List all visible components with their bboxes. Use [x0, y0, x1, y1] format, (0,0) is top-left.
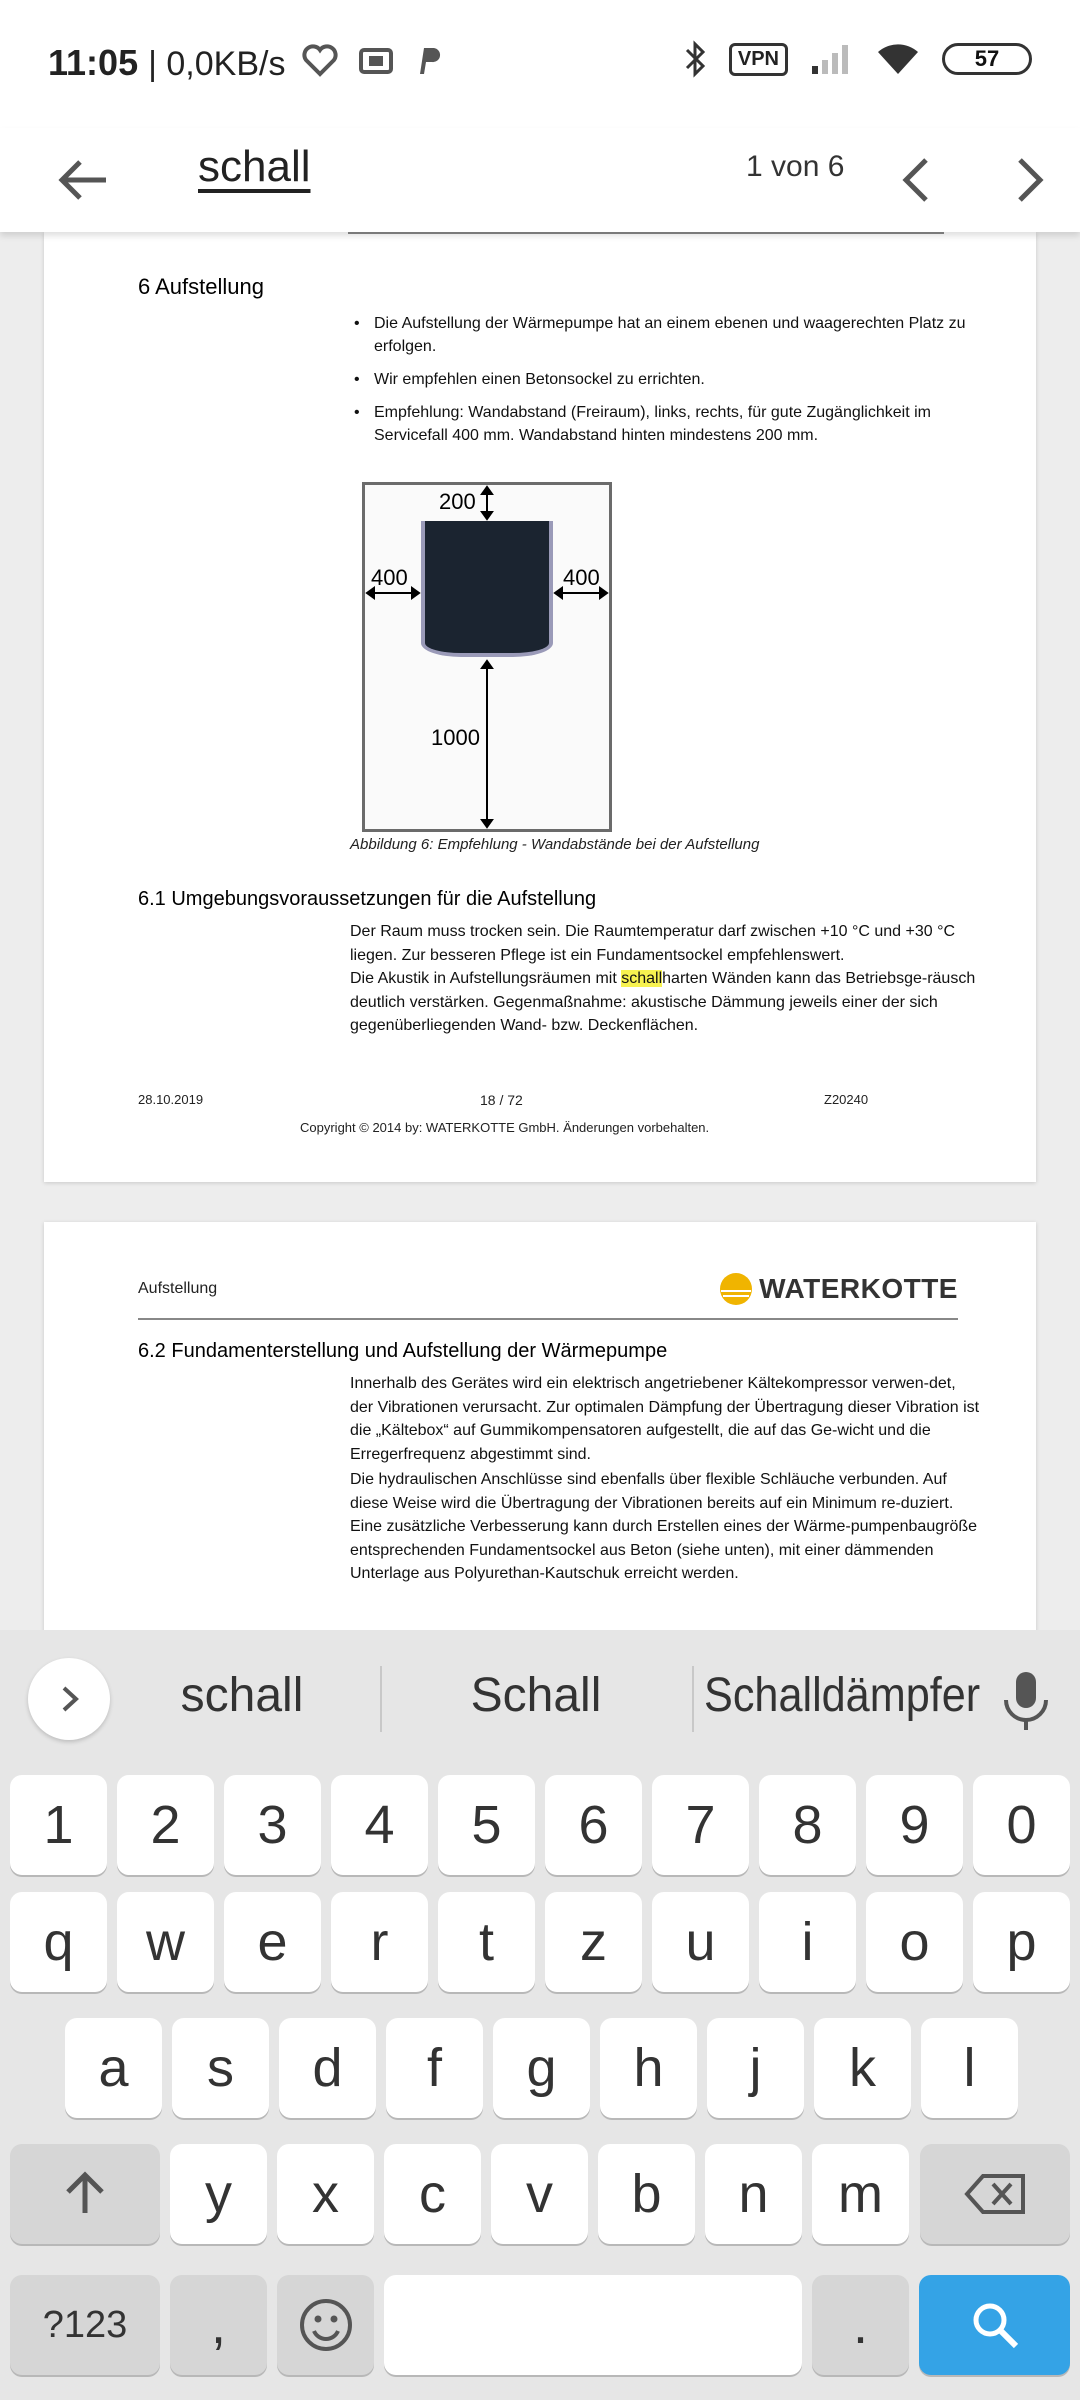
- emoji-key[interactable]: [277, 2275, 374, 2375]
- paragraph-text: harten Wänden kann das Betriebsge-räusch deutlich verstärken. Gegenmaßnahme: akustische Dämmung jeweils einer der sich gegenüberliegenden Wand- bzw. Deckenflächen.: [350, 970, 976, 1034]
- paragraph-text: Die Akustik in Aufstellungsräumen mit: [350, 970, 622, 987]
- key-d[interactable]: d: [279, 2018, 376, 2118]
- dim-back: 200: [439, 489, 476, 514]
- shift-arrow-icon: [62, 2171, 108, 2217]
- suggestion-1[interactable]: schall: [180, 1669, 304, 1722]
- key-3[interactable]: 3: [224, 1775, 321, 1875]
- match-counter: 1 von 6: [746, 150, 845, 183]
- net-speed: | 0,0KB/s: [148, 45, 286, 83]
- expand-suggestions-button[interactable]: [28, 1658, 110, 1740]
- symbols-key[interactable]: ?123: [10, 2275, 160, 2375]
- battery-level: 57: [974, 46, 1000, 71]
- dimension-arrows: [365, 485, 609, 829]
- key-9[interactable]: 9: [866, 1775, 963, 1875]
- key-s[interactable]: s: [172, 2018, 269, 2118]
- key-k[interactable]: k: [814, 2018, 911, 2118]
- clock: 11:05: [48, 42, 139, 83]
- paragraph: Die hydraulischen Anschlüsse sind ebenfalls über flexible Schläuche verbunden. Auf diese Weise wird die Übertragung der Vibrationen bereits auf ein Minimum re-duziert. Eine zusätzliche Verbesserung kann durch Erstellen eines der Wärme-pumpenbaugröße entsprechenden Fundamentsockel aus Beton (siehe unten), mit einer dämmenden Unterlage aus Polyurethan-Kautschuk erreicht werden.: [350, 1471, 978, 1582]
- backspace-key[interactable]: [920, 2144, 1070, 2244]
- period-key[interactable]: .: [812, 2275, 909, 2375]
- find-query-input[interactable]: schall: [198, 142, 311, 191]
- footer-code: Z20240: [824, 1092, 869, 1107]
- notification-icons: [300, 44, 442, 78]
- app-notification-icon: [358, 44, 394, 78]
- battery-indicator: [942, 43, 1032, 75]
- divider: [692, 1666, 694, 1732]
- key-w[interactable]: w: [117, 1892, 214, 1992]
- key-o[interactable]: o: [866, 1892, 963, 1992]
- pdf-page-18: [44, 232, 1036, 1182]
- key-7[interactable]: 7: [652, 1775, 749, 1875]
- logo-text: WATERKOTTE: [759, 1273, 958, 1304]
- chevron-right-icon: [54, 1684, 84, 1714]
- suggestion-strip: [0, 1630, 1080, 1760]
- key-r[interactable]: r: [331, 1892, 428, 1992]
- key-u[interactable]: u: [652, 1892, 749, 1992]
- system-icons: [683, 40, 1032, 78]
- key-f[interactable]: f: [386, 2018, 483, 2118]
- search-key[interactable]: [919, 2275, 1070, 2375]
- key-0[interactable]: 0: [973, 1775, 1070, 1875]
- page-header-title: Aufstellung: [138, 1280, 218, 1297]
- key-g[interactable]: g: [493, 2018, 590, 2118]
- back-arrow-icon[interactable]: [52, 148, 116, 212]
- requirements-list: [354, 312, 994, 457]
- search-icon: [970, 2300, 1020, 2350]
- key-6[interactable]: 6: [545, 1775, 642, 1875]
- paypal-icon: [412, 44, 442, 78]
- search-match-highlight: schall: [621, 970, 663, 987]
- vpn-badge: VPN: [729, 43, 788, 76]
- bluetooth-icon: [683, 40, 707, 78]
- paragraph-text: Der Raum muss trocken sein. Die Raumtemperatur darf zwischen +10 °C und +30 °C liegen. Zur besseren Pflege ist ein Fundamentsockel empfehlenswert.: [350, 923, 956, 964]
- status-bar: [0, 0, 1080, 128]
- page-header-rule: [348, 232, 944, 234]
- suggestion-2[interactable]: Schall: [470, 1669, 602, 1722]
- key-b[interactable]: b: [598, 2144, 695, 2244]
- status-time: [48, 42, 285, 84]
- emoji-icon: [298, 2297, 354, 2353]
- subsection-title: 6.1 Umgebungsvoraussetzungen für die Aufstellung: [138, 888, 597, 910]
- waterkotte-logo: [719, 1272, 958, 1306]
- key-j[interactable]: j: [707, 2018, 804, 2118]
- key-1[interactable]: 1: [10, 1775, 107, 1875]
- key-2[interactable]: 2: [117, 1775, 214, 1875]
- divider: [380, 1666, 382, 1732]
- key-h[interactable]: h: [600, 2018, 697, 2118]
- find-in-page-bar: [0, 128, 1080, 232]
- signal-icon: [810, 42, 854, 76]
- key-a[interactable]: a: [65, 2018, 162, 2118]
- footer-date: 28.10.2019: [138, 1092, 204, 1107]
- suggestion-3[interactable]: Schalldämpfer: [704, 1669, 981, 1722]
- dim-right: 400: [563, 565, 600, 590]
- shift-key[interactable]: [10, 2144, 160, 2244]
- key-4[interactable]: 4: [331, 1775, 428, 1875]
- key-y[interactable]: y: [170, 2144, 267, 2244]
- list-item: • Wir empfehlen einen Betonsockel zu errichten.: [374, 368, 994, 391]
- key-p[interactable]: p: [973, 1892, 1070, 1992]
- key-m[interactable]: m: [812, 2144, 909, 2244]
- key-l[interactable]: l: [921, 2018, 1018, 2118]
- paragraph: Innerhalb des Gerätes wird ein elektrisch angetriebener Kältekompressor verwen-det, der Vibrationen verursacht. Zur optimalen Dämpfung der Übertragung dieser Vibration ist die „Kältebox“ auf Gummikompensatoren aufgestellt, die auf das Ge-wicht und die Erregerfrequenz abgestimmt sind.: [350, 1375, 980, 1463]
- key-z[interactable]: z: [545, 1892, 642, 1992]
- dim-left: 400: [371, 565, 408, 590]
- figure-caption: Abbildung 6: Empfehlung - Wandabstände bei der Aufstellung: [350, 836, 760, 853]
- space-bar[interactable]: [384, 2275, 802, 2375]
- list-item: • Die Aufstellung der Wärmepumpe hat an einem ebenen und waagerechten Platz zu erfolgen.: [374, 312, 994, 358]
- key-5[interactable]: 5: [438, 1775, 535, 1875]
- footer-copyright: Copyright © 2014 by: WATERKOTTE GmbH. Änderungen vorbehalten.: [300, 1120, 710, 1135]
- footer-page-number: 18 / 72: [480, 1092, 523, 1108]
- key-8[interactable]: 8: [759, 1775, 856, 1875]
- key-i[interactable]: i: [759, 1892, 856, 1992]
- list-item: • Empfehlung: Wandabstand (Freiraum), links, rechts, für gute Zugänglichkeit im Servicefall 400 mm. Wandabstand hinten mindestens 200 mm.: [374, 401, 994, 447]
- key-n[interactable]: n: [705, 2144, 802, 2244]
- previous-match-chevron-icon[interactable]: [886, 148, 950, 212]
- sun-logo-icon: [719, 1272, 753, 1306]
- pdf-page-19: [44, 1222, 1036, 1630]
- comma-key[interactable]: ,: [170, 2275, 267, 2375]
- section-title: 6.2 Fundamenterstellung und Aufstellung der Wärmepumpe: [138, 1340, 668, 1362]
- section-title: 6 Aufstellung: [138, 274, 264, 299]
- soft-keyboard: [0, 1630, 1080, 2400]
- pdf-viewer[interactable]: [0, 232, 1080, 1630]
- next-match-chevron-icon[interactable]: [996, 148, 1060, 212]
- heart-notification-icon: [300, 44, 340, 78]
- microphone-icon[interactable]: [996, 1670, 1056, 1734]
- dim-front: 1000: [431, 725, 480, 750]
- key-x[interactable]: x: [277, 2144, 374, 2244]
- page-header-rule: [138, 1318, 958, 1320]
- key-e[interactable]: e: [224, 1892, 321, 1992]
- paragraph: [350, 920, 980, 1038]
- backspace-icon: [963, 2172, 1027, 2216]
- key-q[interactable]: q: [10, 1892, 107, 1992]
- key-t[interactable]: t: [438, 1892, 535, 1992]
- key-c[interactable]: c: [384, 2144, 481, 2244]
- wall-clearance-diagram: [362, 482, 612, 832]
- key-v[interactable]: v: [491, 2144, 588, 2244]
- wifi-icon: [876, 42, 920, 76]
